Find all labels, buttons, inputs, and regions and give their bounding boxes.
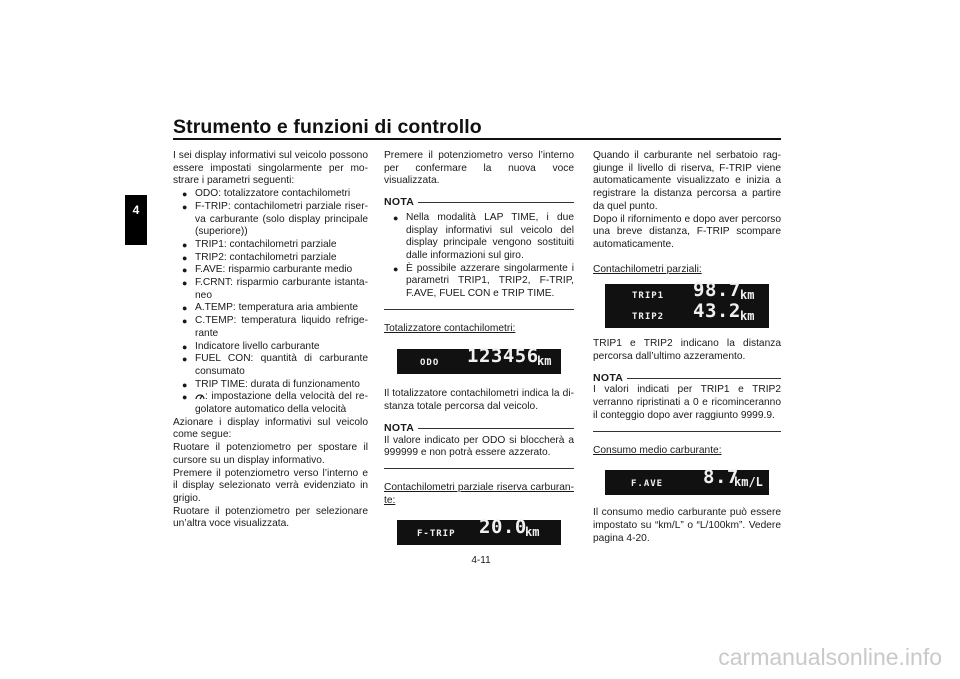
list-item: ● ODO: totalizzatore contachilometri bbox=[182, 188, 351, 200]
list-item: ● F.CRNT: risparmio carburante istantaneo bbox=[182, 277, 368, 301]
bullet-icon: ● bbox=[182, 316, 188, 327]
list-item: ● F-TRIP: contachilometri parziale riserva carburante (solo display principale (superiore)) bbox=[182, 200, 368, 238]
paragraph: Premere il potenziometro verso l’interno per confermare la nuova voce visualizzata. bbox=[384, 150, 574, 187]
list-item: ● F.AVE: risparmio carburante medio bbox=[182, 264, 353, 276]
bullet-icon: ● bbox=[182, 239, 188, 250]
nota-list bbox=[384, 212, 574, 301]
bullet-icon: ● bbox=[182, 392, 188, 403]
trip-display bbox=[605, 279, 769, 328]
bullet-icon: ● bbox=[182, 379, 188, 390]
paragraph: Quando il carburante nel serbatoio raggiunge il livello di riserva, F-TRIP viene automaticamente visualizzato e inizia a registrare la distanza percorsa a partire da quel punto. bbox=[593, 150, 781, 212]
lcd-unit: km bbox=[740, 309, 755, 324]
bullet-icon: ● bbox=[182, 201, 188, 212]
list-item: ● È possibile azzerare singolarmente i parametri TRIP1, TRIP2, F-TRIP, F.AVE, FUEL CON e TRIP TIME. bbox=[393, 262, 574, 300]
section-heading: Totalizzatore contachilometri: bbox=[384, 322, 516, 334]
lcd-unit: km/L bbox=[734, 475, 763, 490]
page-title: Strumento e funzioni di controllo bbox=[173, 116, 482, 138]
column-2 bbox=[384, 150, 574, 555]
paragraph: Il consumo medio carburante può essere impostato su “km/L” o “L/100km”. Vedere pagina 4-20. bbox=[593, 507, 781, 544]
section-heading: Contachilometri parziale riserva carburante: bbox=[384, 481, 574, 506]
lcd-unit: km bbox=[740, 288, 755, 303]
lcd-label: TRIP1 bbox=[632, 291, 665, 302]
bullet-icon: ● bbox=[182, 341, 188, 352]
nota-text: I valori indicati per TRIP1 e TRIP2 verranno ripristinati a 0 e ricominceranno il conteggio dopo aver raggiunto 9999.9. bbox=[593, 384, 781, 421]
paragraph: TRIP1 e TRIP2 indicano la distanza percorsa dall’ultimo azzeramento. bbox=[593, 338, 781, 363]
lcd-label: F-TRIP bbox=[417, 529, 456, 540]
parameter-list bbox=[173, 188, 368, 417]
bullet-icon: ● bbox=[182, 252, 188, 263]
lcd-value: 20.0 bbox=[479, 516, 527, 539]
lcd-value: 8.7 bbox=[703, 466, 739, 489]
bullet-icon: ● bbox=[182, 303, 188, 314]
lcd-value: 98.7 bbox=[693, 279, 741, 302]
title-rule bbox=[173, 138, 781, 140]
nota-header: NOTA bbox=[593, 372, 781, 385]
chapter-tab: 4 bbox=[125, 195, 147, 245]
lcd-unit: km bbox=[537, 354, 552, 369]
lcd-label: ODO bbox=[420, 358, 440, 369]
fave-display bbox=[605, 466, 769, 495]
paragraph: Dopo il rifornimento e dopo aver percorso una breve distanza, F-TRIP scompare automaticamente. bbox=[593, 213, 781, 250]
section-heading: Consumo medio carburante: bbox=[593, 444, 722, 456]
lcd-label: TRIP2 bbox=[632, 312, 665, 323]
nota-end-rule bbox=[384, 309, 574, 310]
bullet-icon: ● bbox=[393, 263, 399, 274]
list-item: ● Nella modalità LAP TIME, i due display informativi sul veicolo del display principale vengono sostituiti dalle informazioni sul giro. bbox=[393, 211, 574, 261]
lcd-unit: km bbox=[525, 525, 540, 540]
paragraph: Azionare i display informativi sul veicolo come segue: bbox=[173, 416, 368, 441]
lcd-value: 123456 bbox=[467, 345, 539, 368]
section-heading: Contachilometri parziali: bbox=[593, 263, 702, 275]
list-item: ● : impostazione della velocità del regolatore automatico della velocità bbox=[182, 391, 368, 416]
nota-text: Il valore indicato per ODO si bloccherà a 999999 e non potrà essere azzerato. bbox=[384, 434, 574, 459]
odo-display bbox=[397, 345, 561, 374]
list-item: ● A.TEMP: temperatura aria ambiente bbox=[182, 302, 359, 314]
page-number: 4-11 bbox=[471, 555, 491, 566]
column-3 bbox=[593, 150, 781, 545]
paragraph: Premere il potenziometro verso l’interno e il display selezionato verrà evidenziato in grigio. bbox=[173, 467, 368, 504]
list-item: ● Indicatore livello carburante bbox=[182, 340, 320, 352]
column-1 bbox=[173, 150, 368, 531]
paragraph: Ruotare il potenziometro per selezionare un’altra voce visualizzata. bbox=[173, 505, 368, 530]
list-item: ● FUEL CON: quantità di carburante consumato bbox=[182, 353, 368, 377]
lcd-value: 43.2 bbox=[693, 300, 741, 323]
speedometer-icon bbox=[195, 391, 205, 400]
bullet-icon: ● bbox=[182, 265, 188, 276]
lcd-label: F.AVE bbox=[631, 479, 664, 490]
paragraph: Il totalizzatore contachilometri indica la distanza totale percorsa dal veicolo. bbox=[384, 388, 574, 413]
nota-end-rule bbox=[593, 431, 781, 432]
list-item: ● TRIP TIME: durata di funzionamento bbox=[182, 378, 360, 390]
bullet-icon: ● bbox=[182, 278, 188, 289]
watermark: carmanualsonline.info bbox=[718, 644, 942, 670]
bullet-icon: ● bbox=[182, 189, 188, 200]
nota-header: NOTA bbox=[384, 422, 574, 435]
intro-paragraph: I sei display informativi sul veicolo possono essere impostati singolarmente per mostrare i parametri seguenti: bbox=[173, 150, 368, 187]
nota-header: NOTA bbox=[384, 196, 574, 209]
list-item: ● TRIP1: contachilometri parziale bbox=[182, 238, 337, 250]
nota-end-rule bbox=[384, 468, 574, 469]
ftrip-display bbox=[397, 516, 561, 545]
bullet-icon: ● bbox=[182, 354, 188, 365]
list-item: ● C.TEMP: temperatura liquido refrigerante bbox=[182, 315, 368, 339]
bullet-icon: ● bbox=[393, 212, 399, 223]
paragraph: Ruotare il potenziometro per spostare il cursore su un display informativo. bbox=[173, 442, 368, 466]
list-item: ● TRIP2: contachilometri parziale bbox=[182, 251, 337, 263]
